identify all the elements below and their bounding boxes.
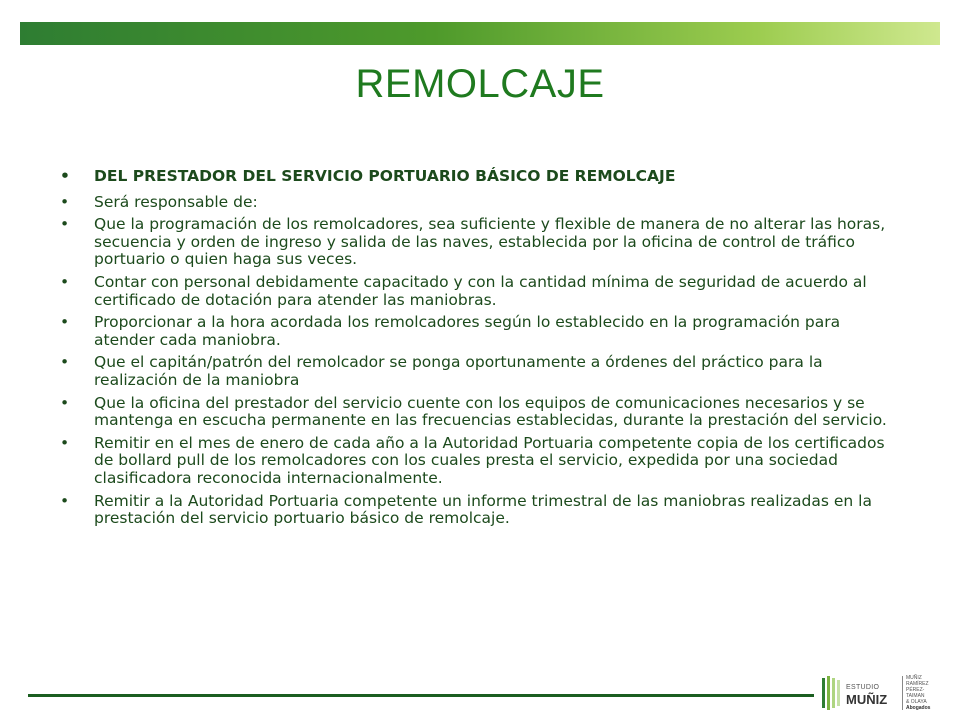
bullet-item: • Que la programación de los remolcadores, sea suficiente y flexible de manera de no alterar las horas, secuencia y orden de ingreso y salida de las naves, establecida por la oficina de control de tráfico portuario o quien haga sus veces. xyxy=(58,216,893,269)
footer-divider-line xyxy=(28,694,814,697)
top-gradient-bar xyxy=(20,22,940,45)
logo-suffix: Abogados xyxy=(906,705,931,711)
logo-stripes-icon xyxy=(822,676,844,710)
logo-partner: RAMÍREZ xyxy=(906,681,929,687)
logo-name-text: MUÑIZ xyxy=(846,692,888,707)
bullet-list xyxy=(58,168,893,533)
logo-partner: & OLAYA xyxy=(906,699,927,705)
slide-title: REMOLCAJE xyxy=(355,62,605,106)
bullet-item: • Que el capitán/patrón del remolcador se ponga oportunamente a órdenes del práctico para la realización de la maniobra xyxy=(58,354,893,389)
logo-partner: MUÑIZ xyxy=(906,675,922,681)
bullet-item: • Proporcionar a la hora acordada los remolcadores según lo establecido en la programación para atender cada maniobra. xyxy=(58,314,893,349)
logo-studio-text: ESTUDIO xyxy=(846,684,880,691)
logo-partners xyxy=(906,675,942,711)
bullet-item: • Contar con personal debidamente capacitado y con la cantidad mínima de seguridad de acuerdo al certificado de dotación para atender las maniobras. xyxy=(58,274,893,309)
bullet-item: • Remitir a la Autoridad Portuaria competente un informe trimestral de las maniobras realizadas en la prestación del servicio portuario básico de remolcaje. xyxy=(58,493,893,528)
bullet-heading: • DEL PRESTADOR DEL SERVICIO PORTUARIO BÁSICO DE REMOLCAJE xyxy=(58,168,893,186)
firm-logo xyxy=(822,672,942,716)
bullet-item: • Será responsable de: xyxy=(58,194,893,212)
bullet-item: • Que la oficina del prestador del servicio cuente con los equipos de comunicaciones necesarios y se mantenga en escucha permanente en las frecuencias establecidas, durante la prestación del servicio. xyxy=(58,395,893,430)
logo-partner: PÉREZ-TAIMAN xyxy=(906,687,925,699)
bullet-item: • Remitir en el mes de enero de cada año a la Autoridad Portuaria competente copia de los certificados de bollard pull de los remolcadores con los cuales presta el servicio, expedida por una sociedad clasificadora reconocida internacionalmente. xyxy=(58,435,893,488)
logo-divider xyxy=(902,676,903,710)
